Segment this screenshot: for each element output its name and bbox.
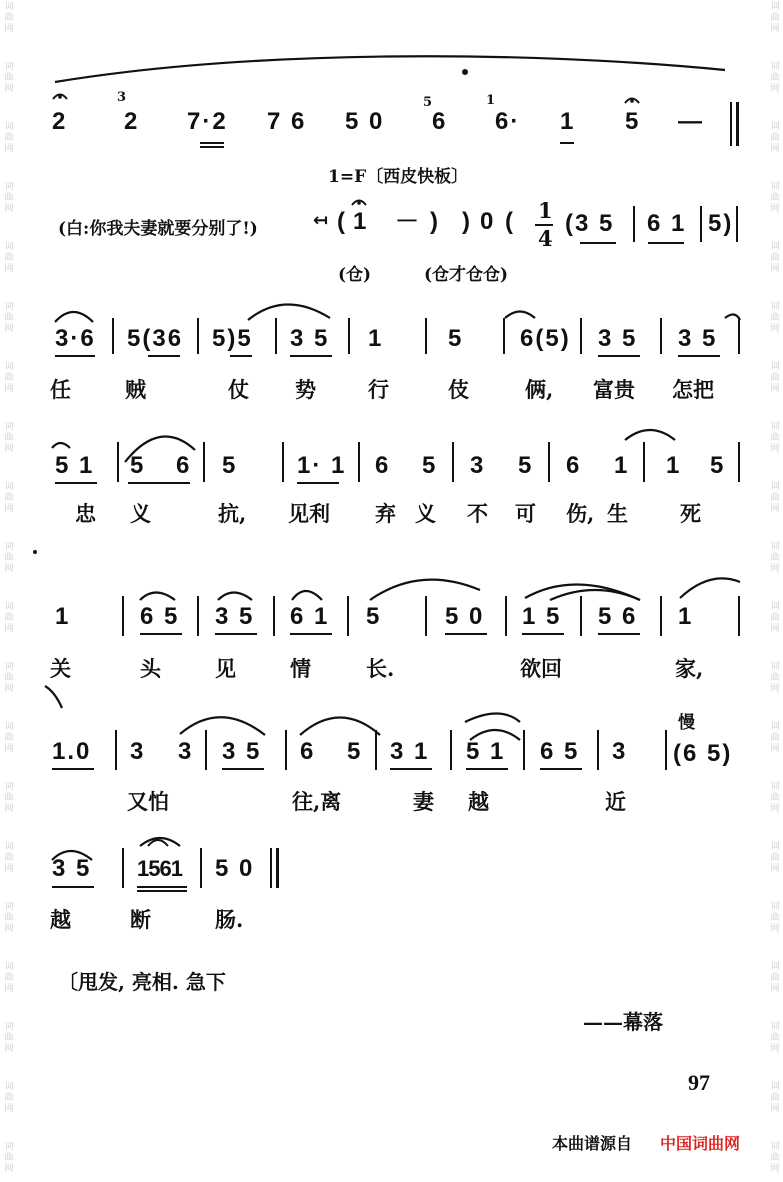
barline <box>285 730 287 770</box>
note: 2 <box>124 108 140 135</box>
watermark-mark: 词 曲 网 <box>4 602 14 634</box>
watermark-mark: 词 曲 网 <box>770 722 780 754</box>
watermark-mark: 词 曲 网 <box>4 842 14 874</box>
note: 6 <box>375 452 391 479</box>
watermark-mark: 词 曲 网 <box>4 2 14 34</box>
lyric: 长. <box>366 656 395 681</box>
watermark-mark: 词 曲 网 <box>770 62 780 94</box>
barline <box>580 318 582 354</box>
lyric: 弃 <box>375 501 396 526</box>
watermark-mark: 词 曲 网 <box>4 422 14 454</box>
watermark-mark: 词 曲 网 <box>770 602 780 634</box>
barline <box>503 318 505 354</box>
slur <box>140 838 180 846</box>
dash: － <box>395 208 421 235</box>
slur <box>218 593 252 601</box>
underline <box>522 633 564 635</box>
barline <box>273 596 275 636</box>
grace-note: 5 <box>423 95 433 110</box>
note: 6 1 <box>647 210 687 237</box>
watermark-mark: 词 曲 网 <box>770 122 780 154</box>
footer-site-link[interactable]: 中国词曲网 <box>660 1134 741 1153</box>
watermark-mark: 词 曲 网 <box>770 2 780 34</box>
slur <box>52 443 70 448</box>
underline <box>648 242 684 244</box>
note: 3 <box>612 738 628 765</box>
phrase-slur <box>55 56 725 82</box>
lyric: 头 <box>140 656 161 681</box>
note: 6 <box>566 452 582 479</box>
underline <box>678 355 720 357</box>
grace-note: 3 <box>117 90 127 105</box>
note: 5 <box>448 325 464 352</box>
arrow-icon: ↤ <box>313 210 329 231</box>
underline <box>137 890 187 892</box>
key-signature: 1=F〔西皮快板〕 <box>328 167 469 187</box>
note: 5 <box>422 452 438 479</box>
note: 5) <box>708 210 734 237</box>
barline <box>736 206 738 242</box>
note: 3 5 <box>215 603 255 630</box>
note: 1 <box>678 603 694 630</box>
barline <box>738 442 740 482</box>
note: 5 6 <box>598 603 638 630</box>
barline <box>425 318 427 354</box>
note: 6 <box>432 108 448 135</box>
barline <box>425 596 427 636</box>
underline <box>598 355 640 357</box>
underline <box>215 633 257 635</box>
watermark-mark: 词 曲 网 <box>4 122 14 154</box>
underline <box>200 146 224 148</box>
note: 1 5 <box>522 603 562 630</box>
underline <box>580 242 616 244</box>
underline <box>140 633 182 635</box>
note: 5 <box>222 452 238 479</box>
slur <box>248 304 330 320</box>
note: 6· <box>495 108 521 135</box>
note: 5 <box>130 452 146 479</box>
underline <box>52 886 94 888</box>
note: 5 <box>347 738 363 765</box>
barline <box>738 318 740 354</box>
tempo-mark: 慢 <box>678 713 695 733</box>
watermark-mark: 词 曲 网 <box>4 662 14 694</box>
note: 5 0 <box>445 603 485 630</box>
time-sig-top: 1 <box>538 198 553 223</box>
curtain-fall: ——幕落 <box>583 1010 663 1034</box>
lyric: 关 <box>50 656 71 681</box>
watermark-mark: 词 曲 网 <box>770 662 780 694</box>
watermark-mark: 词 曲 网 <box>770 902 780 934</box>
watermark-mark: 词 曲 网 <box>770 1082 780 1114</box>
note: 6(5) <box>520 325 571 352</box>
lyric: 伤, <box>566 501 595 526</box>
lyric: 可 <box>515 501 536 526</box>
note: 2 <box>52 108 68 135</box>
note: 5 0 <box>215 855 255 882</box>
note: 1 <box>614 452 630 479</box>
watermark-mark: 词 曲 网 <box>4 1082 14 1114</box>
slur <box>45 686 62 708</box>
note: 3 5 <box>678 325 718 352</box>
underline <box>55 355 95 357</box>
note: 5(36 <box>127 325 184 352</box>
watermark-mark: 词 曲 网 <box>4 782 14 814</box>
note: 3 5 <box>222 738 262 765</box>
note: 6 <box>176 452 192 479</box>
barline <box>597 730 599 770</box>
lyric: 往,离 <box>292 789 342 814</box>
underline <box>445 633 487 635</box>
note: 5 <box>518 452 534 479</box>
barline <box>197 596 199 636</box>
barline <box>282 442 284 482</box>
note: 3 <box>130 738 146 765</box>
note: 1.0 <box>52 738 92 765</box>
underline <box>148 355 180 357</box>
grace-note: 1 <box>486 93 496 108</box>
barline <box>115 730 117 770</box>
lyric: 行 <box>368 377 389 402</box>
note: 5 1 <box>55 452 95 479</box>
note: 6 5 <box>140 603 180 630</box>
slur <box>180 717 265 735</box>
fermata-icon <box>148 840 168 846</box>
barline <box>738 596 740 636</box>
note: 7·2 <box>187 108 228 135</box>
note: 6 5 <box>540 738 580 765</box>
percussion-2: (仓才仓仓) <box>424 265 509 285</box>
note: 7 6 <box>267 108 307 135</box>
slur <box>300 718 380 736</box>
barline <box>523 730 525 770</box>
barline <box>505 596 507 636</box>
underline <box>222 768 264 770</box>
note: 1· 1 <box>297 452 347 479</box>
underline <box>290 355 332 357</box>
note: 3 <box>470 452 486 479</box>
percussion-1: (仓) <box>338 265 372 285</box>
note: 1 <box>666 452 682 479</box>
watermark-mark: 词 曲 网 <box>4 182 14 214</box>
barline <box>117 442 119 482</box>
footer-source: 本曲谱源自 <box>552 1134 633 1153</box>
note: (3 5 <box>565 210 615 237</box>
slur <box>525 584 640 600</box>
slur <box>465 714 520 723</box>
lyric: 抗, <box>218 501 247 526</box>
watermark-mark: 词 曲 网 <box>770 362 780 394</box>
note: 3·6 <box>55 325 96 352</box>
barline <box>197 318 199 354</box>
final-barline <box>736 102 739 146</box>
time-sig-bottom: 4 <box>538 226 553 251</box>
lyric: 伎 <box>448 377 469 402</box>
barline <box>348 318 350 354</box>
final-barline <box>276 848 279 888</box>
lyric: 贼 <box>125 377 146 402</box>
note: 5 0 <box>345 108 385 135</box>
dash: — <box>678 108 704 135</box>
lyric: 势 <box>295 377 316 402</box>
note: 5 <box>625 108 641 135</box>
underline <box>540 768 582 770</box>
lyric: 欲回 <box>520 656 562 681</box>
lyric: 见利 <box>288 501 330 526</box>
lyric: 肠. <box>215 907 244 932</box>
watermark-mark: 词 曲 网 <box>770 842 780 874</box>
paren: ( <box>337 208 347 235</box>
note: 3 5 <box>52 855 92 882</box>
barline <box>200 848 202 888</box>
lyric: 仗 <box>228 377 249 402</box>
underline <box>598 633 640 635</box>
barline <box>203 442 205 482</box>
lyric: 越 <box>50 907 71 932</box>
underline <box>230 355 252 357</box>
lyric: 妻 <box>413 789 434 814</box>
barline <box>660 596 662 636</box>
barline <box>122 848 124 888</box>
lyric: 家, <box>675 656 704 681</box>
lyric: 俩, <box>525 377 554 402</box>
watermark-mark: 词 曲 网 <box>4 242 14 274</box>
watermark-mark: 词 曲 网 <box>770 1022 780 1054</box>
barline <box>452 442 454 482</box>
barline <box>660 318 662 354</box>
lyric: 忠 <box>75 501 96 526</box>
underline <box>55 482 97 484</box>
lyric: 近 <box>605 789 626 814</box>
note: 6 1 <box>290 603 330 630</box>
lyric: 越 <box>468 789 489 814</box>
watermark-mark: 词 曲 网 <box>770 782 780 814</box>
slur <box>505 312 535 319</box>
note: 1 <box>55 603 71 630</box>
watermark-mark: 词 曲 网 <box>4 902 14 934</box>
barline <box>700 206 702 242</box>
note: 1 <box>353 208 369 235</box>
lyric: 义 <box>415 501 436 526</box>
barline <box>347 596 349 636</box>
note: 1 <box>560 108 576 135</box>
underline <box>466 768 508 770</box>
paren: ) <box>462 208 472 235</box>
spoken-line: (白:你我夫妻就要分别了!) <box>58 219 258 239</box>
barline <box>730 102 732 146</box>
lyric: 见 <box>215 656 236 681</box>
underline <box>52 768 94 770</box>
watermark-mark: 词 曲 网 <box>4 722 14 754</box>
slur <box>550 590 640 600</box>
watermark-mark: 词 曲 网 <box>770 302 780 334</box>
underline <box>137 886 187 888</box>
barline <box>450 730 452 770</box>
watermark-mark: 词 曲 网 <box>4 1022 14 1054</box>
underline <box>128 482 190 484</box>
lyric: 情 <box>290 656 311 681</box>
watermark-mark: 词 曲 网 <box>4 542 14 574</box>
underline <box>297 482 339 484</box>
watermark-mark: 词 曲 网 <box>4 482 14 514</box>
lyric: 死 <box>680 501 701 526</box>
note: 3 5 <box>290 325 330 352</box>
note: 3 1 <box>390 738 430 765</box>
barline <box>633 206 635 242</box>
watermark-mark: 词 曲 网 <box>770 182 780 214</box>
underline <box>390 768 432 770</box>
rest: 0 <box>480 208 496 235</box>
slur <box>625 430 675 440</box>
underline <box>290 633 332 635</box>
barline <box>580 596 582 636</box>
slur <box>680 578 740 598</box>
watermark-mark: 词 曲 网 <box>4 962 14 994</box>
stage-direction: 〔甩发, 亮相. 急下 <box>58 970 226 994</box>
barline <box>275 318 277 354</box>
barline <box>205 730 207 770</box>
paren: ) <box>430 208 440 235</box>
page-number: 97 <box>688 1070 710 1095</box>
barline <box>375 730 377 770</box>
note: 5 1 <box>466 738 506 765</box>
barline <box>112 318 114 354</box>
note: 5 <box>710 452 726 479</box>
note: 1561 <box>137 856 182 881</box>
watermark-mark: 词 曲 网 <box>4 62 14 94</box>
underline <box>560 142 574 144</box>
lyric: 生 <box>607 501 628 526</box>
barline <box>665 730 667 770</box>
lyric: 任 <box>50 377 71 402</box>
watermark-mark: 词 曲 网 <box>770 242 780 274</box>
watermark-mark: 词 曲 网 <box>4 362 14 394</box>
barline <box>122 596 124 636</box>
watermark-mark: 词 曲 网 <box>770 422 780 454</box>
watermark-mark: 词 曲 网 <box>4 302 14 334</box>
slur <box>292 591 322 600</box>
note: (6 5) <box>673 740 733 767</box>
note: 1 <box>368 325 384 352</box>
watermark-mark: 词 曲 网 <box>770 542 780 574</box>
lyric: 义 <box>130 501 151 526</box>
underline <box>200 142 224 144</box>
note: 5 <box>366 603 382 630</box>
barline <box>643 442 645 482</box>
barline <box>270 848 272 888</box>
barline <box>358 442 360 482</box>
watermark-mark: 词 曲 网 <box>4 1142 14 1174</box>
lyric: 富贵 <box>593 377 635 402</box>
paren: ( <box>505 208 515 235</box>
slur <box>55 312 93 322</box>
note: 3 <box>178 738 194 765</box>
note: 3 5 <box>598 325 638 352</box>
watermark-mark: 词 曲 网 <box>770 962 780 994</box>
slur <box>140 593 175 601</box>
lyric: 不 <box>467 501 488 526</box>
lyric: 断 <box>130 907 151 932</box>
lyric: 怎把 <box>672 377 714 402</box>
lyric: 又怕 <box>127 789 169 814</box>
watermark-mark: 词 曲 网 <box>770 1142 780 1174</box>
barline <box>548 442 550 482</box>
note: 5)5 <box>212 325 253 352</box>
note: 6 <box>300 738 316 765</box>
watermark-mark: 词 曲 网 <box>770 482 780 514</box>
